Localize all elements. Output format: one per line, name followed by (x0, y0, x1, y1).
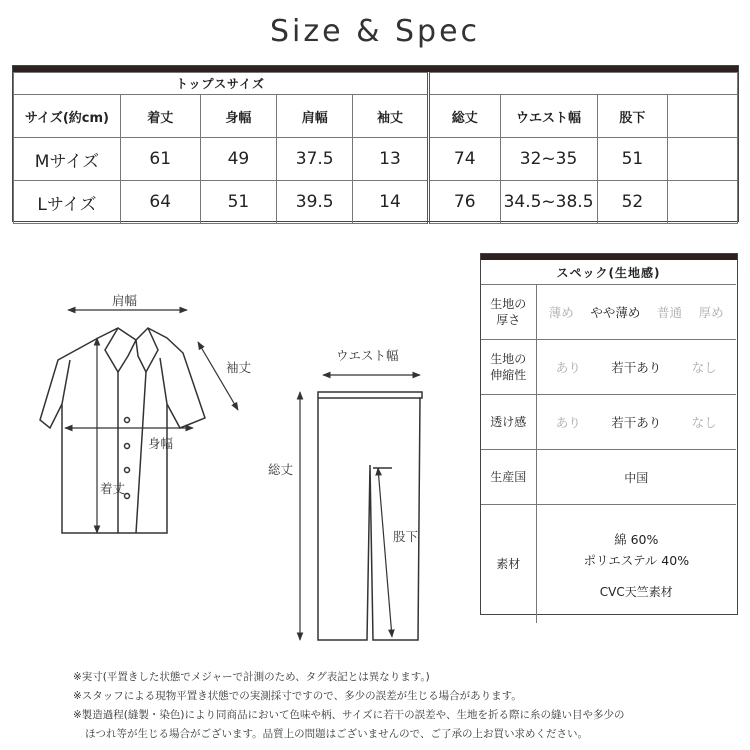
size-header: 袖丈 (353, 95, 429, 138)
spec-label-sheerness: 透け感 (481, 395, 536, 450)
footnote: ※製造過程(縫製・染色)により同商品において色味や柄、サイズに若干の誤差や、生地を折る際に糸の縫い目や多少の (73, 709, 625, 721)
tops-size-group-label: トップスサイズ (14, 73, 429, 95)
size-empty-cell (668, 95, 738, 138)
size-header: 肩幅 (277, 95, 353, 138)
spec-table (480, 253, 738, 615)
spec-label-origin: 生産国 (481, 450, 536, 505)
option: なし (691, 360, 717, 375)
total-length-label: 総丈 (268, 462, 294, 477)
size-header: 着丈 (120, 95, 200, 138)
size-header: 総丈 (428, 95, 500, 138)
pants-size-group-label (428, 73, 737, 95)
shirt-illustration (40, 328, 205, 533)
spec-value-sheerness (536, 395, 736, 450)
option-selected: 若干あり (611, 415, 662, 430)
option: 普通 (657, 305, 683, 320)
chest-label: 身幅 (148, 436, 174, 451)
option: なし (691, 415, 717, 430)
spec-header: スペック(生地感) (556, 265, 661, 280)
option-selected: 若干あり (611, 360, 662, 375)
spec-label-material: 素材 (481, 505, 536, 624)
shoulder-label: 肩幅 (112, 293, 138, 308)
size-cell: 14 (353, 181, 429, 224)
size-cell: 52 (597, 181, 668, 224)
size-empty-cell (668, 181, 738, 224)
footnote: ほつれ等が生じる場合がございます。品質上の問題はございませんので、ご了承の上お買い求めください。 (85, 728, 588, 740)
option: 厚め (698, 305, 724, 320)
inseam-label: 股下 (393, 529, 419, 544)
length-label: 着丈 (100, 481, 126, 496)
sleeve-arrow (198, 342, 238, 410)
size-table-grid (13, 72, 738, 224)
spec-value-thickness (536, 285, 736, 340)
size-cell: 37.5 (277, 138, 353, 181)
inseam-arrow (378, 468, 392, 637)
size-header: 身幅 (200, 95, 277, 138)
spec-value-stretch (536, 340, 736, 395)
footnote: ※スタッフによる現物平置き状態での実測採寸ですので、多少の誤差が生じる場合があります。 (73, 690, 522, 702)
size-cell: 61 (120, 138, 200, 181)
spec-table-grid (481, 260, 736, 623)
spec-label-stretch: 生地の 伸縮性 (481, 340, 536, 395)
spec-value-origin: 中国 (536, 450, 736, 505)
option: 薄め (548, 305, 574, 320)
shirt-measure-arrows (65, 310, 238, 533)
size-row-label: Lサイズ (14, 181, 121, 224)
footnote: ※実寸(平置きした状態でメジャーで計測のため、タグ表記とは異なります。) (73, 671, 430, 683)
pants-illustration (318, 392, 422, 640)
material-line: 綿 60% (614, 531, 659, 547)
spec-value-material (536, 505, 736, 624)
size-table (12, 65, 739, 222)
option-selected: やや薄め (590, 305, 641, 320)
material-note: CVC天竺素材 (599, 584, 673, 599)
pants-measure-arrows (300, 375, 420, 640)
footnotes (73, 668, 733, 744)
option: あり (555, 415, 581, 430)
material-line: ポリエステル 40% (583, 552, 690, 568)
size-cell: 51 (597, 138, 668, 181)
size-header: サイズ(約cm) (14, 95, 121, 138)
size-header: ウエスト幅 (500, 95, 597, 138)
size-row-label: Mサイズ (14, 138, 121, 181)
size-header: 股下 (597, 95, 668, 138)
size-cell: 74 (428, 138, 500, 181)
sleeve-label: 袖丈 (226, 360, 252, 375)
waist-label: ウエスト幅 (336, 348, 399, 363)
size-cell: 32~35 (500, 138, 597, 181)
page-title: Size & Spec (269, 14, 481, 49)
size-cell: 39.5 (277, 181, 353, 224)
size-cell: 49 (200, 138, 277, 181)
size-empty-cell (668, 138, 738, 181)
option: あり (555, 360, 581, 375)
size-cell: 76 (428, 181, 500, 224)
size-cell: 51 (200, 181, 277, 224)
size-cell: 13 (353, 138, 429, 181)
spec-label-thickness: 生地の 厚さ (481, 285, 536, 340)
size-cell: 34.5~38.5 (500, 181, 597, 224)
size-cell: 64 (120, 181, 200, 224)
